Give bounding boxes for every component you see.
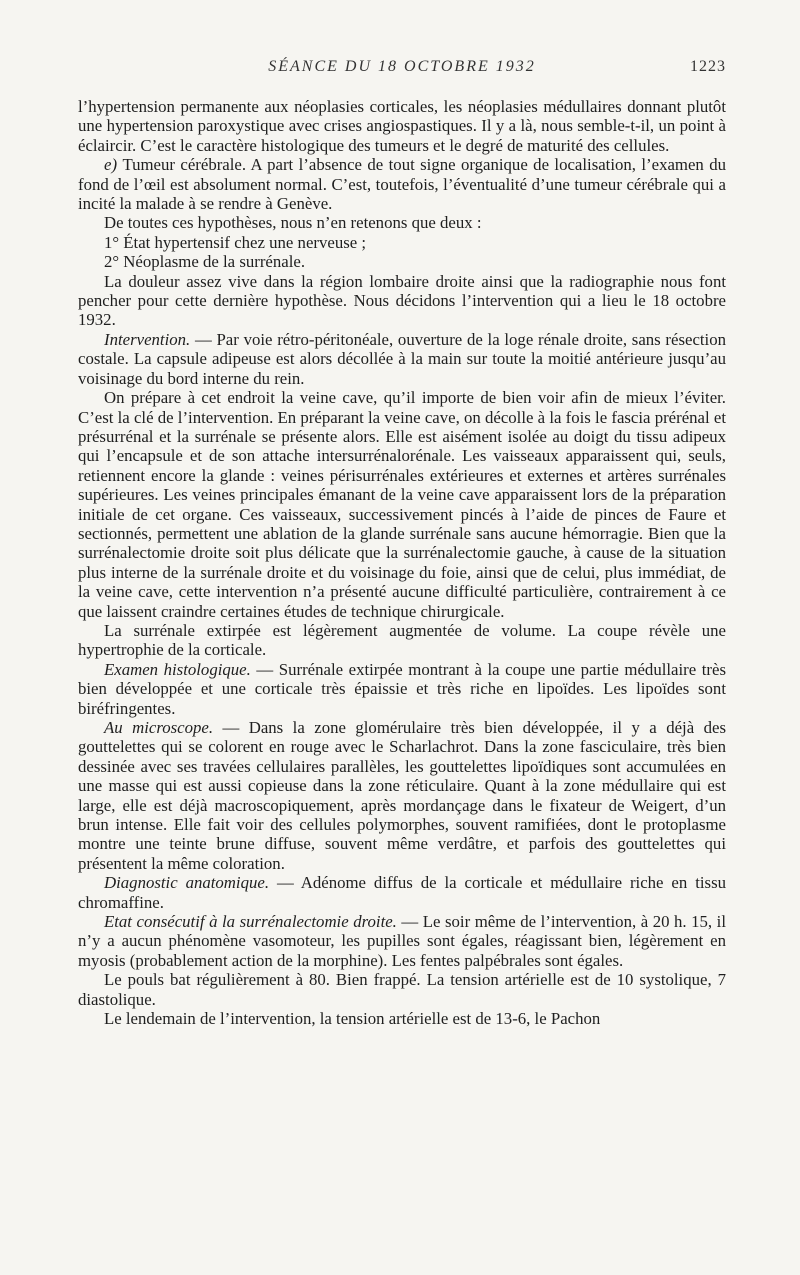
paragraph (78, 155, 726, 213)
page-header (78, 58, 726, 88)
paragraph-text: — Par voie rétro-péritonéale, ouverture de la loge rénale droite, sans résection costale. La capsule adipeuse est alors décollée à la main sur toute la moitié antérieure jusqu’au voisinage du bord interne du rein. (78, 329, 726, 388)
paragraph (78, 718, 726, 873)
paragraph (78, 1009, 726, 1028)
paragraph-text: La surrénale extirpée est légèrement augmentée de volume. La coupe révèle une hypertrophie de la corticale. (78, 620, 726, 660)
paragraph (78, 330, 726, 388)
paragraph-text: De toutes ces hypothèses, nous n’en retenons que deux : (104, 213, 482, 233)
paragraph-text: — Le soir même de l’intervention, à 20 h. 15, il n’y a aucun phénomène vasomoteur, les pupilles sont égales, réagissant bien, légèrement en myosis (probablement action de la morphine). Les fentes palpébrales sont égales. (78, 912, 726, 970)
paragraph (78, 970, 726, 1009)
paragraph-text: 1° État hypertensif chez une nerveuse ; (104, 232, 367, 252)
paragraph-lead: Diagnostic anatomique. (104, 873, 270, 893)
paragraph-lead: Intervention. (104, 329, 191, 349)
paragraph (78, 213, 726, 232)
running-title: SÉANCE DU 18 OCTOBRE 1932 (268, 58, 536, 75)
paragraph-text: 2° Néoplasme de la surrénale. (104, 252, 306, 272)
body-text (78, 97, 726, 1029)
paragraph (78, 912, 726, 970)
paragraph-text: Tumeur cérébrale. A part l’absence de tout signe organique de localisation, l’examen du fond de l’œil est absolument normal. C’est, toutefois, l’éventualité d’une tumeur cérébrale qui a incité la malade à se rendre à Genève. (78, 155, 726, 214)
paragraph (78, 621, 726, 660)
list-item (78, 252, 726, 271)
paragraph-lead: Etat consécutif à la surrénalectomie droite. (104, 912, 397, 932)
paragraph-lead: Au microscope. (104, 718, 214, 737)
paragraph-text: — Surrénale extirpée montrant à la coupe une partie médullaire très bien développée et une corticale très épaissie et très riche en lipoïdes. Les lipoïdes sont biréfringentes. (78, 659, 726, 718)
page-number: 1223 (690, 58, 726, 75)
paragraph-text: Le pouls bat régulièrement à 80. Bien frappé. La tension artérielle est de 10 systolique, 7 diastolique. (78, 970, 726, 1009)
list-item (78, 233, 726, 252)
paragraph-text: La douleur assez vive dans la région lombaire droite ainsi que la radiographie nous font pencher pour cette dernière hypothèse. Nous décidons l’intervention qui a lieu le 18 octobre 1932. (78, 271, 726, 330)
paragraph (78, 97, 726, 155)
paragraph-text: — Dans la zone glomérulaire très bien développée, il y a déjà des gouttelettes qui se colorent en rouge avec le Scharlachrot. Dans la zone fasciculaire, très bien dessinée avec ses travées cellulaires parallèles, les gouttelettes lipoïdiques sont accumulées en une masse qui est aussi copieuse dans la zone réticulaire. Quant à la zone médullaire qui est large, elle est déjà macroscopiquement, après mordançage dans le fixateur de Weigert, d’un brun intense. Elle fait voir des cellules polymorphes, souvent ramifiées, dont le protoplasme montre une teinte brune diffuse, souvent même verdâtre, et parfois des gouttelettes qui présentent la même coloration. (78, 718, 726, 873)
paragraph (78, 272, 726, 330)
paragraph-lead: e) (104, 155, 123, 175)
paragraph (78, 388, 726, 621)
paragraph (78, 873, 726, 912)
paragraph-text: On prépare à cet endroit la veine cave, qu’il importe de bien voir afin de mieux l’éviter. C’est la clé de l’intervention. En préparant la veine cave, on décolle à la fois le fascia prérénal et présurrénal et la surrénale se présente alors. Elle est aisément isolée au doigt du tissu adipeux qui l’encapsule et de son attache intersurrénalorénale. Les vaisseaux apparaissent qui, seuls, retiennent encore la glande : veines périsurrénales extérieures et externes et artères surrénales supérieures. Les veines principales émanant de la veine cave apparaissent lors de la préparation initiale de cet organe. Ces vaisseaux, successivement pincés à l’aide de pinces de Faure et sectionnés, permettent une ablation de la glande surrénale sans aucune hémorragie. Bien que la surrénalectomie droite soit plus délicate que la surrénalectomie gauche, à cause de la situation plus interne de la surrénale droite et du voisinage du foie, ainsi que de celui, plus immédiat, de la veine cave, cette intervention n’a présenté aucune difficulté particulière, contrairement à ce que laissent craindre certaines études de technique chirurgicale. (78, 388, 726, 621)
paragraph-text: — Adénome diffus de la corticale et médullaire riche en tissu chromaffine. (78, 873, 726, 912)
paragraph-text: l’hypertension permanente aux néoplasies corticales, les néoplasies médullaires donnant plutôt une hypertension paroxystique avec crises angiospastiques. Il y a là, nous semble-t-il, un point à éclaircir. C’est le caractère histologique des tumeurs et le degré de maturité des cellules. (78, 97, 726, 155)
paragraph-lead: Examen histologique. (104, 659, 251, 679)
paragraph-text: Le lendemain de l’intervention, la tension artérielle est de 13-6, le Pachon (104, 1009, 601, 1029)
paragraph (78, 660, 726, 718)
